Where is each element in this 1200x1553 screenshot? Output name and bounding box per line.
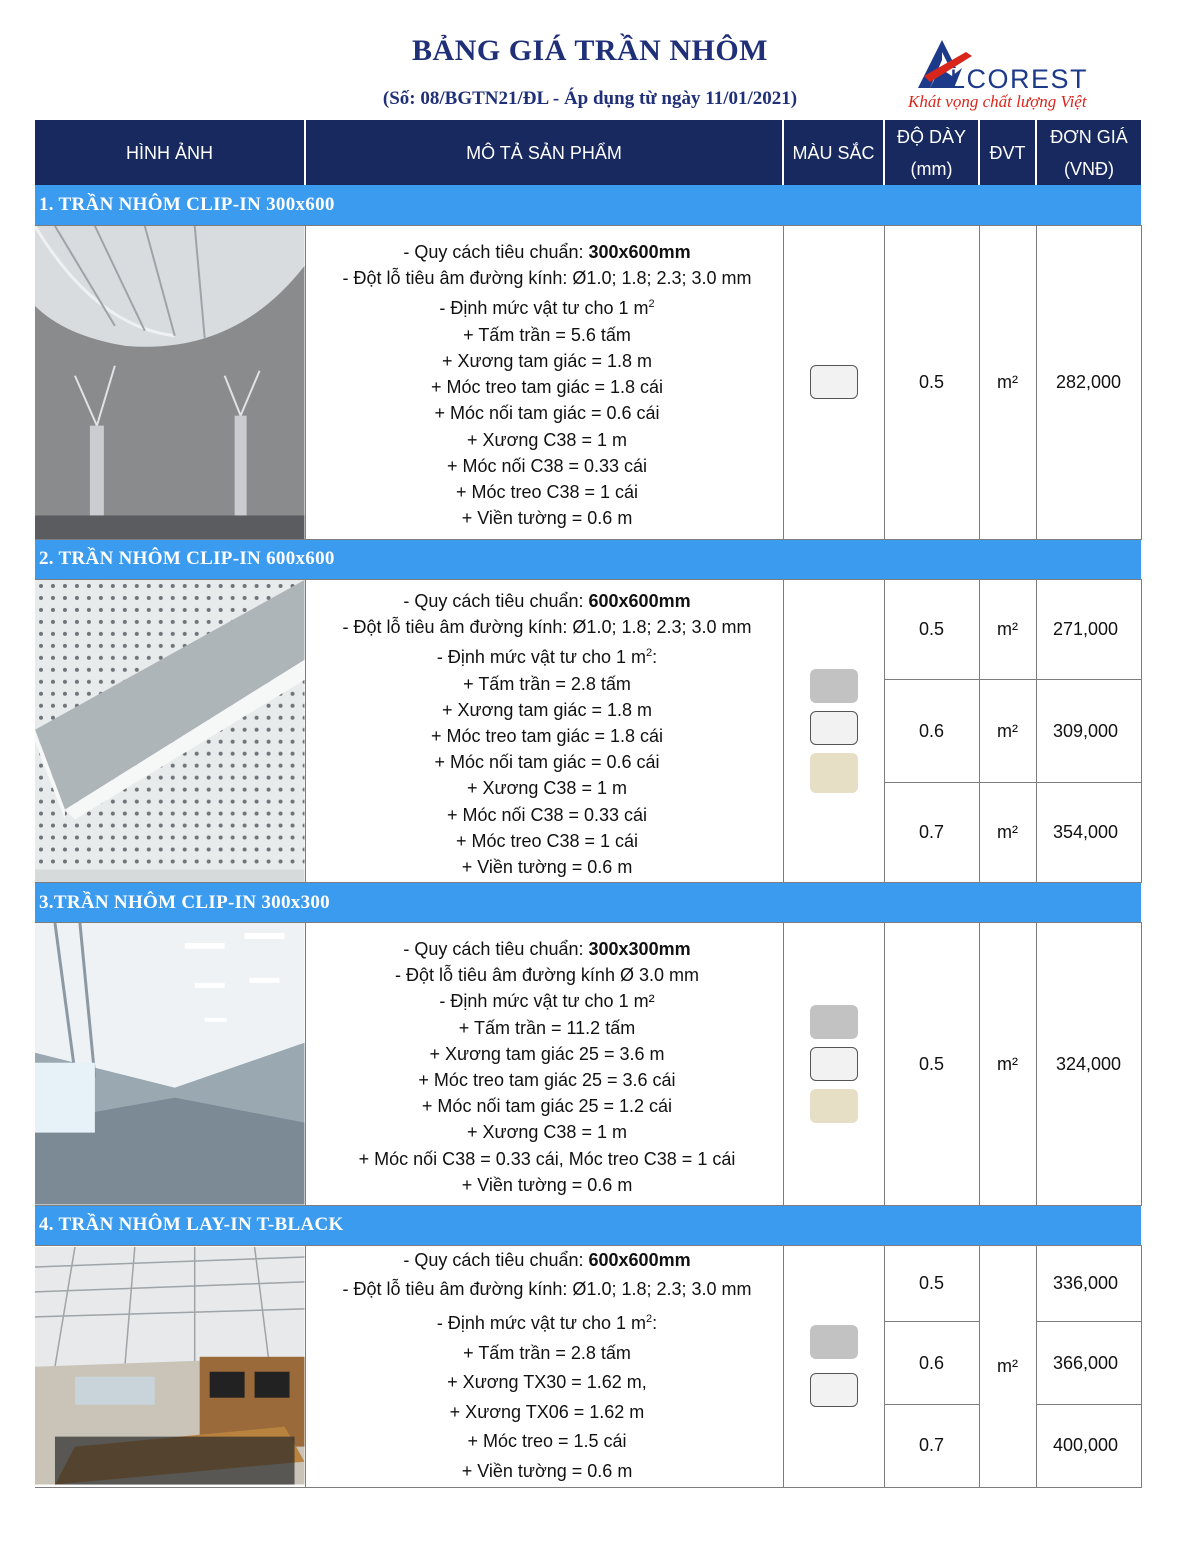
thickness-cell: 0.5 — [884, 1245, 979, 1321]
color-swatches — [783, 1245, 884, 1487]
color-swatch-cream — [810, 1089, 858, 1123]
norm-line: - Định mức vật tư cho 1 $m^2$ — [439, 298, 655, 319]
perforated-panel-photo-image — [35, 580, 305, 882]
logo-slogan: Khát vọng chất lượng Việt — [908, 92, 1087, 111]
norm-line: - Định mức vật tư cho 1 $m^2$: — [436, 1313, 658, 1333]
spec-line: - Quy cách tiêu chuẩn: 300x300mm — [403, 939, 691, 960]
spec-size: 300x300mm — [588, 939, 691, 960]
material-line: + Tấm trần = 2.8 tấm — [463, 673, 631, 694]
spec-size: 600x600mm — [588, 591, 691, 611]
thickness-cell: 0.6 — [884, 1321, 979, 1404]
product-row — [35, 579, 1141, 679]
color-swatches — [783, 579, 884, 882]
col-header-color: MÀU SẮC — [783, 120, 884, 185]
spec-line: - Quy cách tiêu chuẩn: 600x600mm — [403, 591, 691, 611]
material-line: + Xương C38 = 1 m — [467, 778, 627, 799]
office-ceiling-photo-image — [35, 923, 305, 1204]
perforation-line: - Đột lỗ tiêu âm đường kính: Ø1.0; 1.8; 2.3; 3.0 mm — [342, 1279, 752, 1300]
section-header-row — [35, 1205, 1141, 1245]
logo-brand-text: LCOREST — [950, 64, 1089, 94]
material-line: + Móc treo tam giác 25 = 3.6 cái — [418, 1070, 676, 1091]
material-line: + Xương C38 = 1 m — [467, 1122, 627, 1143]
price-cell: 400,000 — [1036, 1405, 1141, 1487]
col-header-thickness-line2: (mm) — [910, 158, 953, 179]
material-line: + Móc nối C38 = 0.33 cái — [446, 804, 648, 825]
section-header-row — [35, 539, 1141, 579]
thickness-cell: 0.7 — [884, 1405, 979, 1487]
price-cell: 282,000 — [1036, 225, 1141, 539]
spec-size: 600x600mm — [588, 1249, 691, 1270]
col-header-thickness-line1: ĐỘ DÀY — [896, 126, 966, 147]
product-image-cell — [35, 579, 305, 882]
unit-cell: m² — [979, 1245, 1036, 1487]
thickness-cell: 0.5 — [884, 923, 979, 1205]
price-cell: 354,000 — [1036, 783, 1141, 883]
material-line: + Viền tường = 0.6 m — [461, 857, 633, 878]
product-image-cell — [35, 923, 305, 1205]
product-description — [305, 579, 783, 882]
section-title: 2. TRẦN NHÔM CLIP-IN 600x600 — [35, 539, 1141, 579]
material-line: + Móc treo = 1.5 cái — [467, 1431, 627, 1452]
page-title: BẢNG GIÁ TRẦN NHÔM — [412, 34, 768, 67]
product-row — [35, 225, 1141, 539]
unit-cell: m² — [979, 923, 1036, 1205]
page-subtitle: (Số: 08/BGTN21/ĐL - Áp dụng từ ngày 11/01/2021) — [382, 88, 798, 109]
price-cell: 366,000 — [1036, 1321, 1141, 1404]
color-swatch-gray — [810, 1005, 858, 1039]
thickness-cell: 0.6 — [884, 680, 979, 783]
material-line: + Xương C38 = 1 m — [467, 429, 627, 450]
section-header-row — [35, 883, 1141, 923]
material-line: + Viền tường = 0.6 m — [461, 1174, 633, 1195]
price-cell: 336,000 — [1036, 1245, 1141, 1321]
col-header-price — [1036, 120, 1141, 185]
material-line: + Móc treo tam giác = 1.8 cái — [430, 726, 664, 747]
norm-line: - Định mức vật tư cho 1 $m^2$: — [436, 647, 658, 668]
material-line: + Móc nối C38 = 0.33 cái — [446, 455, 648, 476]
material-line: + Móc treo C38 = 1 cái — [455, 481, 639, 502]
product-image-cell — [35, 1245, 305, 1487]
spec-size: 300x600mm — [588, 242, 691, 263]
material-line: + Viền tường = 0.6 m — [461, 1460, 633, 1481]
section-title: 4. TRẦN NHÔM LAY-IN T-BLACK — [35, 1205, 1141, 1245]
material-line: + Tấm trần = 11.2 tấm — [458, 1017, 636, 1038]
material-line: + Xương tam giác = 1.8 m — [442, 350, 652, 371]
alcorest-logo — [908, 36, 1128, 120]
unit-cell: m² — [979, 225, 1036, 539]
perforation-line: - Đột lỗ tiêu âm đường kính: Ø1.0; 1.8; 2.3; 3.0 mm — [342, 617, 752, 638]
material-line: + Xương tam giác = 1.8 m — [442, 699, 652, 720]
price-cell: 309,000 — [1036, 680, 1141, 783]
perforation-line: - Đột lỗ tiêu âm đường kính Ø 3.0 mm — [395, 965, 699, 986]
section-header-row — [35, 185, 1141, 225]
material-line: + Tấm trần = 2.8 tấm — [463, 1342, 631, 1363]
color-swatch-white — [810, 1047, 858, 1081]
material-line: + Móc nối C38 = 0.33 cái, Móc treo C38 = 1 cái — [358, 1148, 736, 1169]
col-header-image: HÌNH ẢNH — [35, 120, 305, 185]
thickness-cell: 0.7 — [884, 783, 979, 883]
material-line: + Móc treo C38 = 1 cái — [455, 830, 639, 851]
color-swatch-white — [810, 711, 858, 745]
col-header-description: MÔ TẢ SẢN PHẨM — [305, 120, 783, 185]
table-header-row — [35, 120, 1141, 185]
col-header-price-line1: ĐƠN GIÁ — [1050, 126, 1128, 147]
col-header-price-line2: (VNĐ) — [1064, 158, 1114, 179]
color-swatch-white — [810, 365, 858, 399]
material-line: + Xương TX30 = 1.62 m, — [447, 1372, 647, 1393]
product-image-cell — [35, 225, 305, 539]
color-swatches — [783, 225, 884, 539]
norm-line: - Định mức vật tư cho 1 m² — [439, 991, 655, 1012]
material-line: + Tấm trần = 5.6 tấm — [463, 324, 631, 345]
product-description — [305, 225, 783, 539]
material-line: + Viền tường = 0.6 m — [461, 508, 633, 529]
thickness-cell: 0.5 — [884, 225, 979, 539]
col-header-thickness — [884, 120, 979, 185]
product-description — [305, 1245, 783, 1487]
product-row — [35, 1245, 1141, 1321]
color-swatch-white — [810, 1373, 858, 1407]
material-line: + Móc nối tam giác = 0.6 cái — [434, 403, 660, 424]
color-swatch-cream — [810, 753, 858, 793]
color-swatches — [783, 923, 884, 1205]
thickness-cell: 0.5 — [884, 579, 979, 679]
spec-line: - Quy cách tiêu chuẩn: 300x600mm — [403, 242, 691, 263]
unit-cell: m² — [979, 680, 1036, 783]
spec-line: - Quy cách tiêu chuẩn: 600x600mm — [403, 1249, 691, 1270]
price-cell: 271,000 — [1036, 579, 1141, 679]
ceiling-photo-image — [35, 226, 305, 539]
material-line: + Móc nối tam giác 25 = 1.2 cái — [421, 1096, 673, 1117]
unit-cell: m² — [979, 579, 1036, 679]
col-header-unit: ĐVT — [979, 120, 1036, 185]
material-line: + Xương tam giác 25 = 3.6 m — [429, 1043, 665, 1064]
price-table — [35, 120, 1142, 1488]
unit-cell: m² — [979, 783, 1036, 883]
material-line: + Móc treo tam giác = 1.8 cái — [430, 377, 664, 398]
product-row — [35, 923, 1141, 1205]
meeting-room-photo-image — [35, 1247, 305, 1485]
perforation-line: - Đột lỗ tiêu âm đường kính: Ø1.0; 1.8; 2.3; 3.0 mm — [342, 268, 752, 289]
color-swatch-gray — [810, 1325, 858, 1359]
color-swatch-gray — [810, 669, 858, 703]
material-line: + Xương TX06 = 1.62 m — [449, 1401, 645, 1422]
price-cell: 324,000 — [1036, 923, 1141, 1205]
section-title: 1. TRẦN NHÔM CLIP-IN 300x600 — [35, 185, 1141, 225]
section-title: 3.TRẦN NHÔM CLIP-IN 300x300 — [35, 883, 1141, 923]
product-description — [305, 923, 783, 1205]
material-line: + Móc nối tam giác = 0.6 cái — [434, 752, 660, 773]
